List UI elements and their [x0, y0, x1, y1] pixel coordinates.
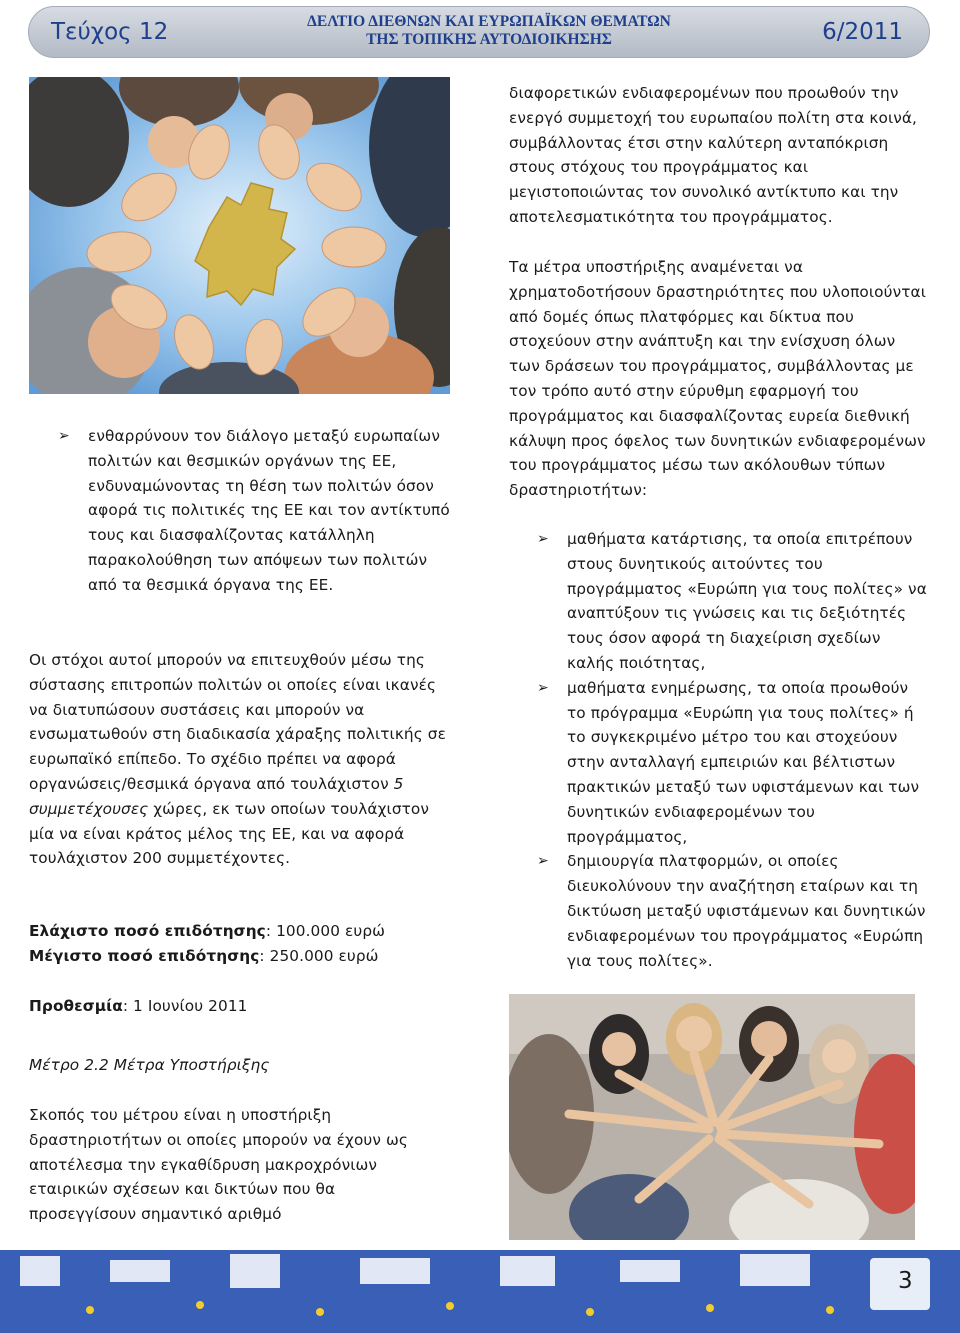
issue-number: Τεύχος 12	[51, 19, 169, 45]
bulletin-title	[279, 13, 699, 49]
left-bullet-list	[58, 424, 460, 598]
activity-types-list	[537, 527, 929, 973]
right-continuation-paragraph: διαφορετικών ενδιαφερομένων που προωθούν την ενεργό συμμετοχή του ευρωπαίου πολίτη στα κοινά, συμβάλλοντας έτσι στην καλύτερη ανταπόκριση στους στόχους του προγράμματος και μεγιστοποιώντας τον συνολικό αντίκτυπο και την αποτελεσματικότητα του προγράμματος.	[509, 84, 918, 226]
footer-decoration	[0, 1250, 960, 1333]
list-item: ➢ μαθήματα ενημέρωσης, τα οποία προωθούν το πρόγραμμα «Ευρώπη για τους πολίτες» ή το συγκεκριμένο μέτρο του και στοχεύουν στην ανταλλαγή εμπειριών και βέλτιστων πρακτικών μεταξύ των υφιστάμενων και των δυνητικών ενδιαφερομένων του προγράμματος,	[567, 676, 929, 850]
max-grant-line: Μέγιστο ποσό επιδότησης: 250.000 ευρώ	[29, 946, 379, 965]
measure-title: Μέτρο 2.2 Μέτρα Υποστήριξης	[29, 1056, 270, 1074]
list-item: ➢ μαθήματα κατάρτισης, τα οποία επιτρέπουν στους δυνητικούς αιτούντες του προγράμματος «Ευρώπη για τους πολίτες» να αναπτύξουν τις γνώσεις και τις δεξιότητές τους όσον αφορά τη διαχείριση σχεδίων καλής ποιότητας,	[567, 527, 929, 676]
group-joining-hands-photo	[509, 994, 915, 1240]
group-joining-hands-illustration	[509, 994, 915, 1240]
issue-date: 6/2011	[822, 19, 903, 45]
list-item: ➢ δημιουργία πλατφορμών, οι οποίες διευκολύνουν την αναζήτηση εταίρων και τη δικτύωση μεταξύ υφιστάμενων και δυνητικών ενδιαφερομένων του προγράμματος «Ευρώπη για τους πολίτες».	[567, 849, 929, 973]
arrowhead-bullet-icon: ➢	[537, 531, 549, 547]
header-banner	[28, 6, 930, 58]
min-grant-line: Ελάχιστο ποσό επιδότησης: 100.000 ευρώ	[29, 922, 386, 940]
funding-amounts	[29, 919, 449, 969]
support-measures-paragraph: Τα μέτρα υποστήριξης αναμένεται να χρηματοδοτήσουν δραστηριότητες που υλοποιούνται από δομές όπως πλατφόρμες και δίκτυα που στοχεύουν στην ανάπτυξη και την ενίσχυση όλων των δράσεων του προγράμματος, συμβάλλοντας με τον τρόπο αυτό στην εύρυθμη εφαρμογή του προγράμματος και διασφαλίζοντας ευρεία διεθνική κάλυψη προς όφελος των δυνητικών ενδιαφερομένων του προγράμματος μέσω των ακόλουθων τύπων δραστηριοτήτων:	[509, 258, 926, 500]
participating-countries-emphasis: 5 συμμετέχουσες	[29, 774, 404, 818]
bulletin-title-line2: ΤΗΣ ΤΟΠΙΚΗΣ ΑΥΤΟΔΙΟΙΚΗΣΗΣ	[366, 31, 612, 48]
arrowhead-bullet-icon: ➢	[537, 679, 549, 696]
arrowhead-bullet-icon: ➢	[537, 853, 549, 870]
footer-banner	[0, 1250, 960, 1333]
deadline-line: Προθεσμία: 1 Ιουνίου 2011	[29, 997, 248, 1015]
page-number: 3	[898, 1268, 913, 1294]
hands-circle-photo	[29, 77, 450, 394]
list-item: ➢ ενθαρρύνουν τον διάλογο μεταξύ ευρωπαίων πολιτών και θεσμικών οργάνων της ΕΕ, ενδυναμώνοντας τη θέση των πολιτών όσον αφορά τις πολιτικές της ΕΕ και τον αντίκτυπό τους και διασφαλίζοντας κατάλληλη παρακολούθηση των απόψεων των πολιτών από τα θεσμικά όργανα της ΕΕ.	[88, 424, 460, 598]
measure-purpose-paragraph: Σκοπός του μέτρου είναι η υποστήριξη δραστηριοτήτων οι οποίες μπορούν να έχουν ως αποτέλεσμα την εγκαθίδρυση μακροχρόνιων εταιρικών σχέσεων και δικτύων που θα προσεγγίσουν σημαντικό αριθμό	[29, 1106, 408, 1224]
hands-circle-illustration	[29, 77, 450, 394]
goals-paragraph: Οι στόχοι αυτοί μπορούν να επιτευχθούν μέσω της σύστασης επιτροπών πολιτών οι οποίες είναι ικανές να διατυπώσουν συστάσεις και μπορούν να ενσωματωθούν στη διαδικασία χάραξης πολιτικής σε ευρωπαϊκό επίπεδο. Το σχέδιο πρέπει να αφορά οργανώσεις/θεσμικά όργανα από τουλάχιστον 5 συμμετέχουσες χώρες, εκ των οποίων τουλάχιστον μία να είναι κράτος μέλος της ΕΕ, και να αφορά τουλάχιστον 200 συμμετέχοντες.	[29, 651, 446, 868]
bulletin-title-line1: ΔΕΛΤΙΟ ΔΙΕΘΝΩΝ ΚΑΙ ΕΥΡΩΠΑΪΚΩΝ ΘΕΜΑΤΩΝ	[307, 13, 671, 30]
arrowhead-bullet-icon: ➢	[58, 428, 70, 444]
